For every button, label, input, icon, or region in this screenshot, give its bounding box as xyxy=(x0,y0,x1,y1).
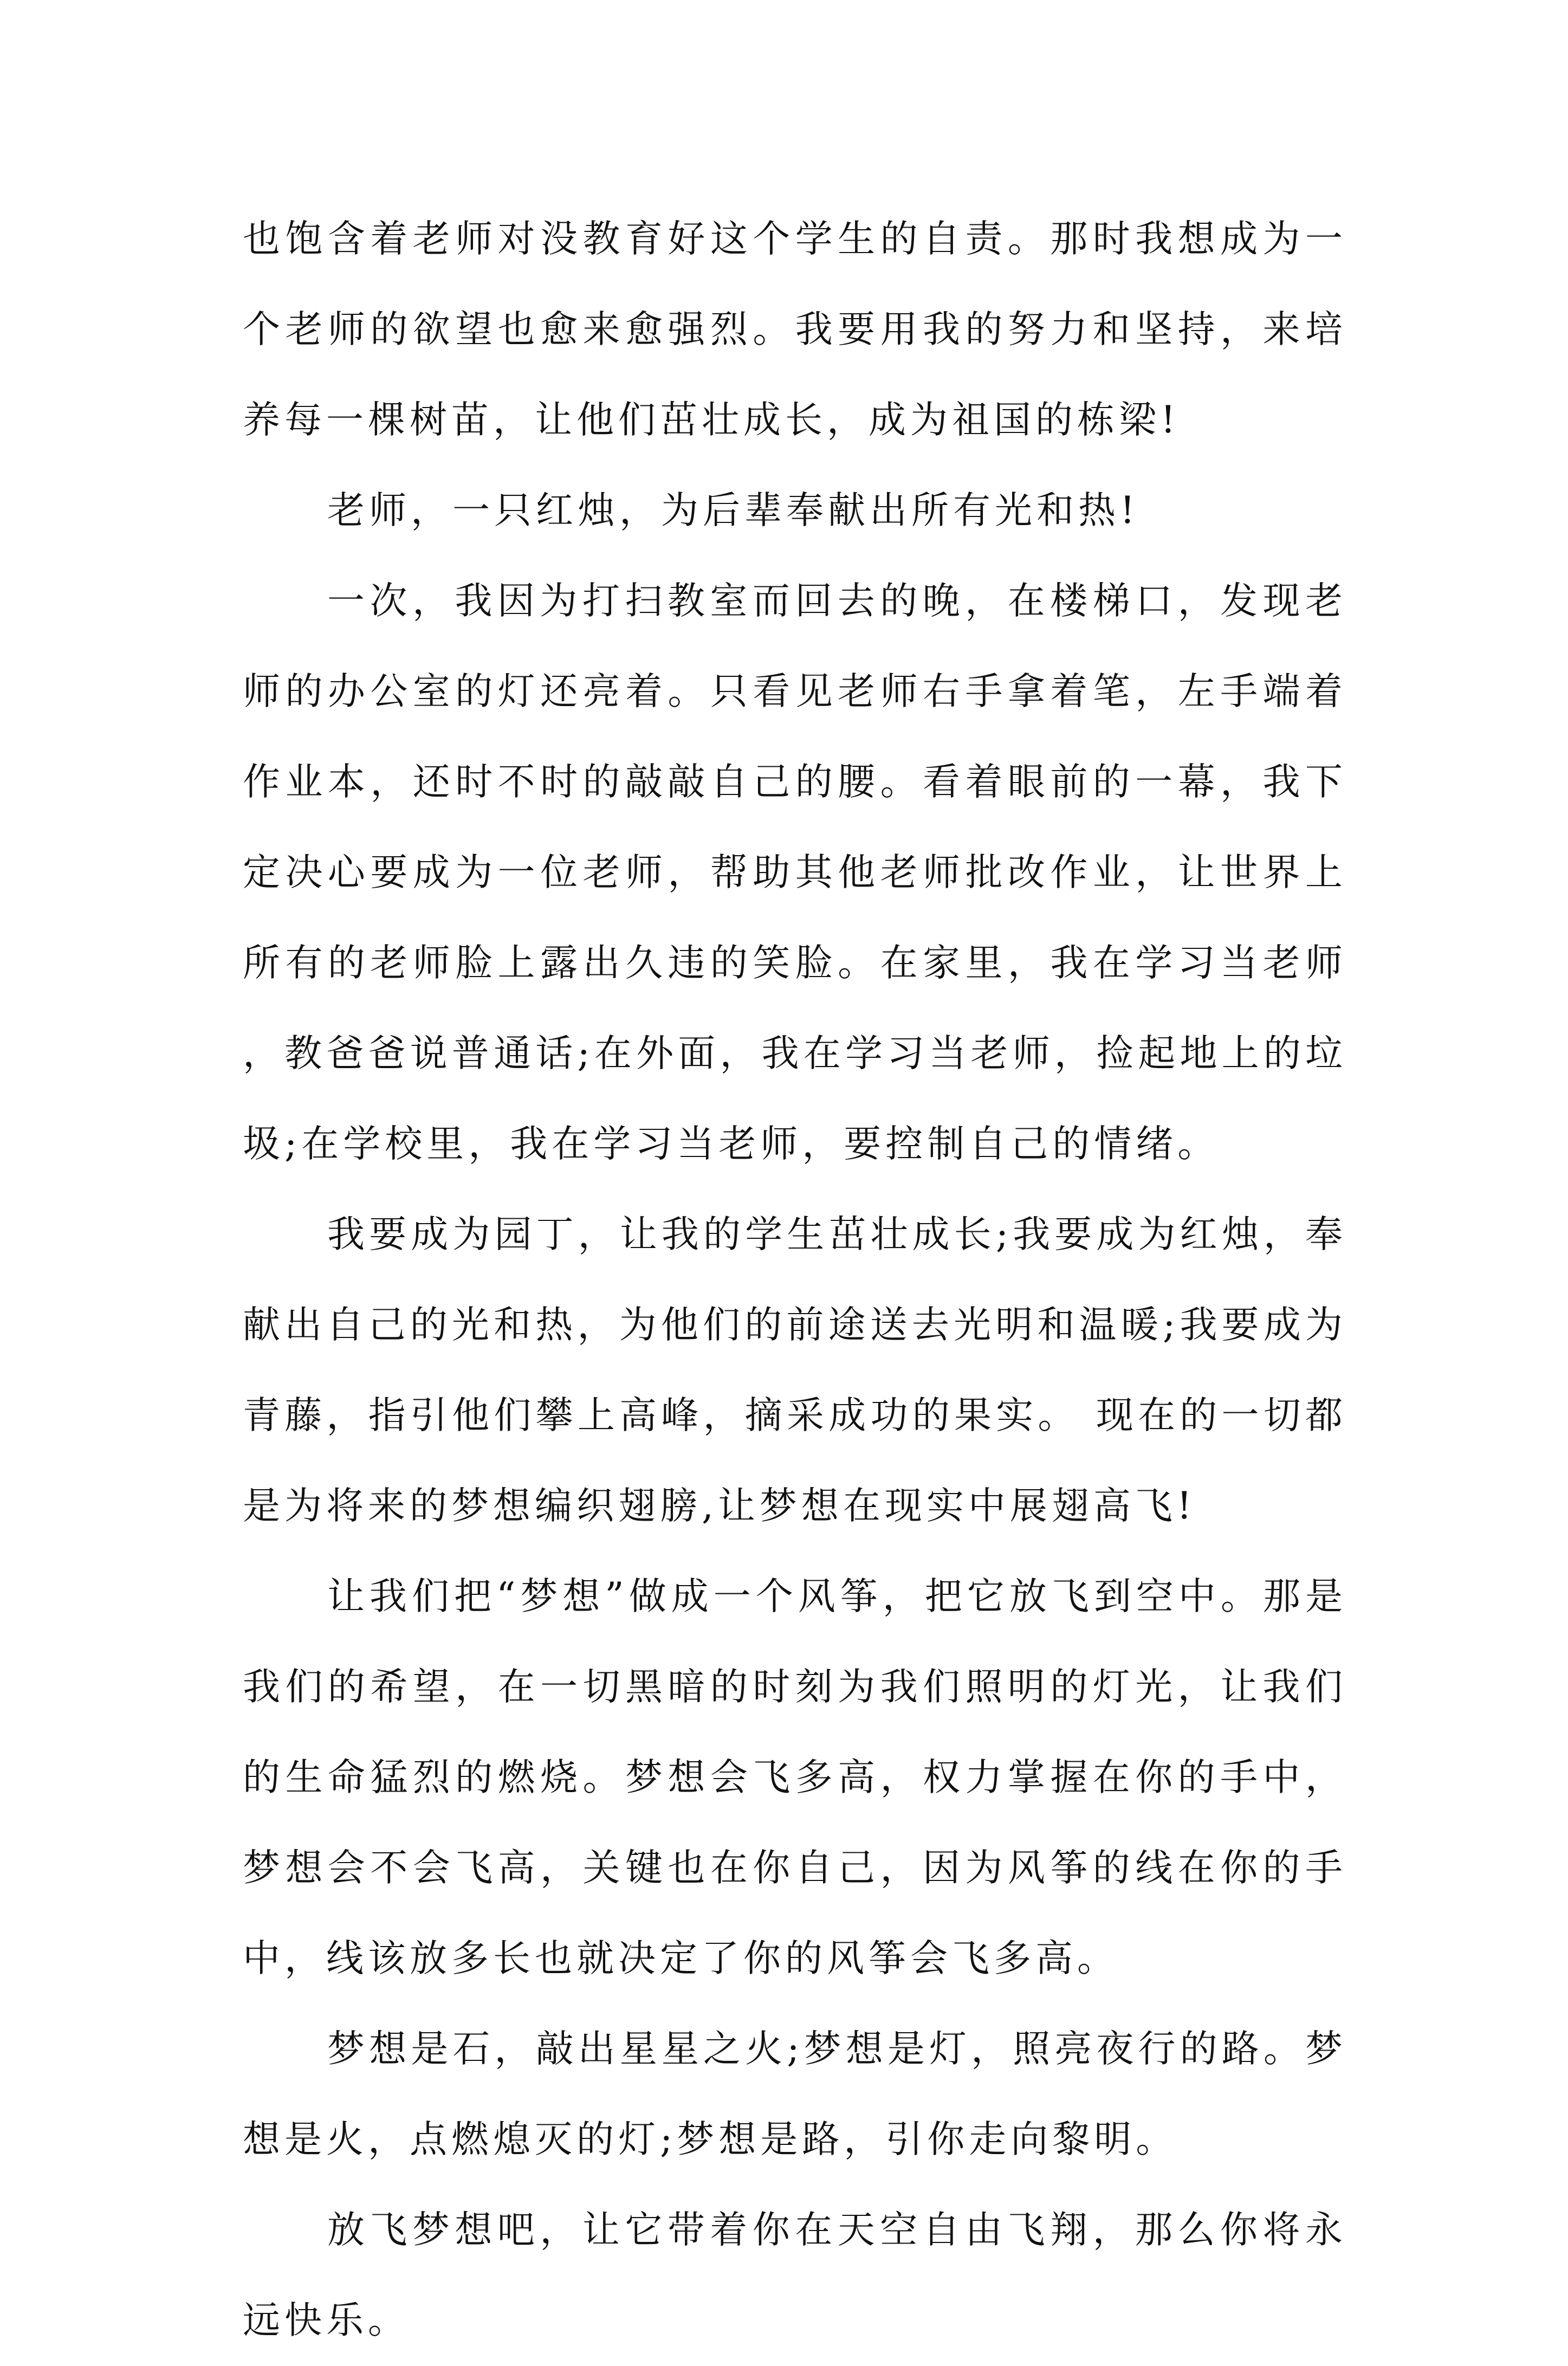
paragraph-2: 老师，一只红烛，为后辈奉献出所有光和热! xyxy=(327,489,1139,532)
paragraph-5: 让我们把“梦想”做成一个风筝，把它放飞到空中。那是我们的希望，在一切黑暗的时刻为我们照明的灯光，让我们的生命猛烈的燃烧。梦想会飞多高，权力掌握在你的手中，梦想会不会飞高，关键也在你自己，因为风筝的线在你的手中，线该放多长也就决定了你的风筝会飞多高。 xyxy=(243,1575,1347,1980)
paragraph-6: 梦想是石，敲出星星之火;梦想是灯，照亮夜行的路。梦想是火，点燃熄灭的灯;梦想是路，引你走向黎明。 xyxy=(243,2027,1347,2161)
document-body xyxy=(243,194,1347,2366)
paragraph-3: 一次，我因为打扫教室而回去的晚，在楼梯口，发现老师的办公室的灯还亮着。只看见老师右手拿着笔，左手端着作业本，还时不时的敲敲自己的腰。看着眼前的一幕，我下定决心要成为一位老师，帮助其他老师批改作业，让世界上所有的老师脸上露出久违的笑脸。在家里，我在学习当老师，教爸爸说普通话;在外面，我在学习当老师，捡起地上的垃圾;在学校里，我在学习当老师，要控制自己的情绪。 xyxy=(243,579,1347,1166)
paragraph-4: 我要成为园丁，让我的学生茁壮成长;我要成为红烛，奉献出自己的光和热，为他们的前途送去光明和温暖;我要成为青藤，指引他们攀上高峰，摘采成功的果实。 现在的一切都是为将来的梦想编织翅膀,让梦想在现实中展翅高飞! xyxy=(243,1213,1347,1528)
paragraph-7: 放飞梦想吧，让它带着你在天空自由飞翔，那么你将永远快乐。 xyxy=(243,2208,1347,2342)
paragraph-1: 也饱含着老师对没教育好这个学生的自责。那时我想成为一个老师的欲望也愈来愈强烈。我要用我的努力和坚持，来培养每一棵树苗，让他们茁壮成长，成为祖国的栋梁! xyxy=(243,217,1347,442)
